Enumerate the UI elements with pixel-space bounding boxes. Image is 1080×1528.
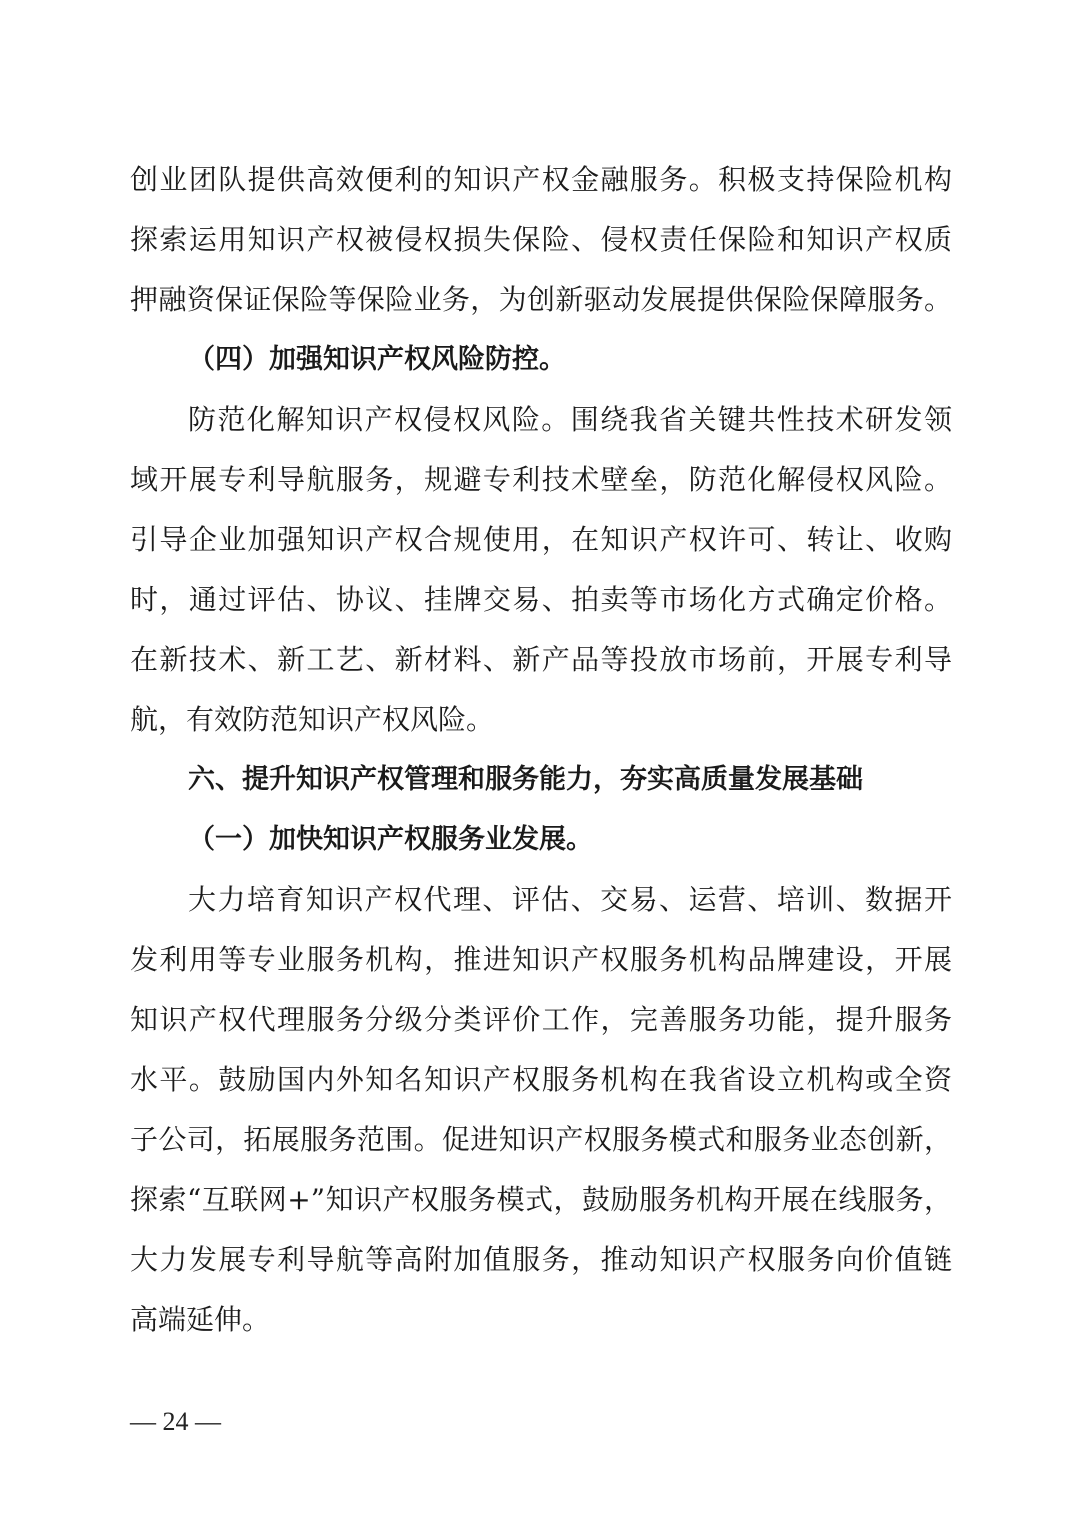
paragraph-line: 引导企业加强知识产权合规使用，在知识产权许可、转让、收购 [130,523,952,556]
page-number: — 24 — [130,1407,221,1436]
paragraph-line: 高端延伸。 [130,1303,271,1336]
paragraph-line: 时，通过评估、协议、挂牌交易、拍卖等市场化方式确定价格。 [130,583,952,616]
paragraph-line: 知识产权代理服务分级分类评价工作，完善服务功能，提升服务 [130,1003,952,1036]
paragraph-line: 航，有效防范知识产权风险。 [130,703,495,736]
paragraph-line: 大力培育知识产权代理、评估、交易、运营、培训、数据开 [188,883,952,916]
paragraph-line: 探索运用知识产权被侵权损失保险、侵权责任保险和知识产权质 [130,223,952,256]
document-body [130,150,952,1350]
paragraph-line: 域开展专利导航服务，规避专利技术壁垒，防范化解侵权风险。 [130,463,952,496]
paragraph-line: 押融资保证保险等保险业务，为创新驱动发展提供保险保障服务。 [130,283,952,316]
paragraph-line: 子公司，拓展服务范围。促进知识产权服务模式和服务业态创新， [130,1123,952,1156]
subsection-heading: （四）加强知识产权风险防控。 [188,344,566,375]
paragraph-line: 水平。鼓励国内外知名知识产权服务机构在我省设立机构或全资 [130,1063,952,1096]
paragraph-line: 发利用等专业服务机构，推进知识产权服务机构品牌建设，开展 [130,943,952,976]
section-heading: 六、提升知识产权管理和服务能力，夯实高质量发展基础 [188,764,863,795]
paragraph-line: 创业团队提供高效便利的知识产权金融服务。积极支持保险机构 [130,163,952,196]
subsection-heading: （一）加快知识产权服务业发展。 [188,824,593,855]
paragraph-line: 在新技术、新工艺、新材料、新产品等投放市场前，开展专利导 [130,643,952,676]
paragraph-line: 探索“互联网+”知识产权服务模式，鼓励服务机构开展在线服务， [130,1183,952,1216]
paragraph-line: 防范化解知识产权侵权风险。围绕我省关键共性技术研发领 [188,403,952,436]
paragraph-line: 大力发展专利导航等高附加值服务，推动知识产权服务向价值链 [130,1243,952,1276]
